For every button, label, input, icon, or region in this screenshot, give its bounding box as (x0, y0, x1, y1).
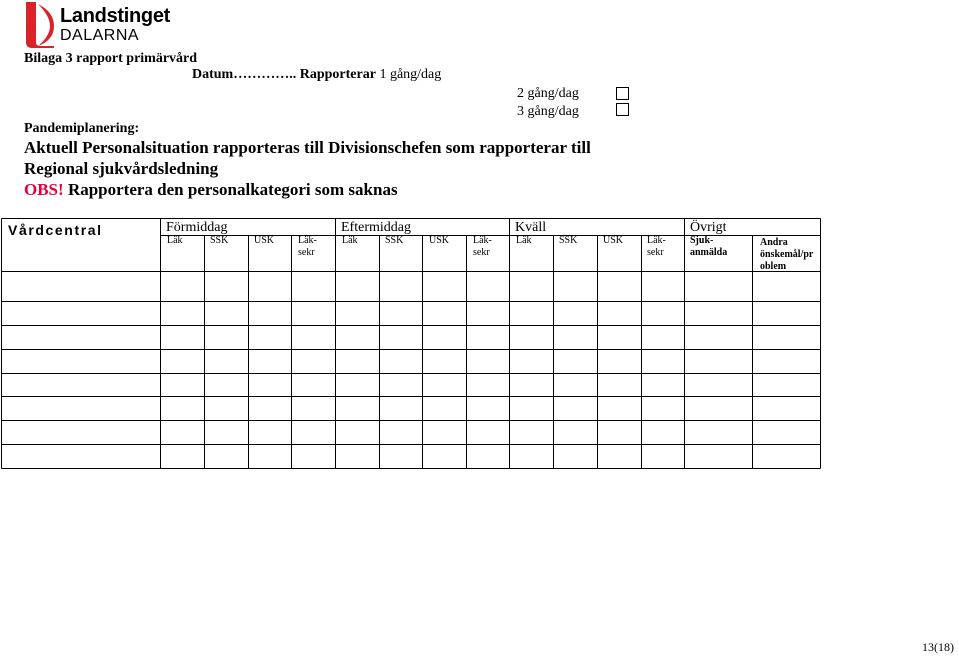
instruction-line-3 (24, 180, 398, 200)
date-label: Datum………….. (192, 67, 297, 82)
other-wishes-line2: önskemål/pr (760, 249, 814, 260)
instruction-line-2: Regional sjukvårdsledning (24, 159, 219, 178)
evening-usk: USK (603, 235, 624, 246)
evening-ssk: SSK (559, 235, 578, 246)
sick-reported (690, 235, 727, 259)
logo-name-line2: DALARNA (60, 27, 140, 44)
sick-reported-line1: Sjuk- (690, 235, 714, 246)
evening-lak: Läk (516, 235, 532, 246)
morning-laksekr (298, 235, 317, 259)
frequency-1: 1 gång/dag (379, 67, 442, 82)
attachment-title: Bilaga 3 rapport primärvård (24, 51, 198, 66)
morning-ssk: SSK (210, 235, 229, 246)
afternoon-header: Eftermiddag (341, 220, 411, 235)
morning-header: Förmiddag (166, 220, 228, 235)
other-wishes-line1: Andra (760, 237, 788, 248)
morning-laksekr-line1: Läk- (298, 235, 317, 246)
site-column-header: Vårdcentral (8, 222, 103, 238)
other-wishes-line3: oblem (760, 261, 787, 272)
logo-name-line1: Landstinget (60, 5, 171, 27)
pandemic-heading: Pandemiplanering: (24, 121, 140, 136)
date-line (192, 67, 441, 83)
frequency-2-checkbox[interactable] (616, 87, 629, 100)
afternoon-laksekr-line2: sekr (473, 247, 490, 258)
afternoon-ssk: SSK (385, 235, 404, 246)
other-header: Övrigt (690, 220, 727, 235)
obs-label: OBS! (24, 180, 64, 199)
afternoon-laksekr-line1: Läk- (473, 235, 492, 246)
evening-laksekr-line1: Läk- (647, 235, 666, 246)
other-wishes (760, 237, 813, 273)
page-number: 13(18) (922, 640, 954, 654)
afternoon-usk: USK (429, 235, 450, 246)
morning-usk: USK (254, 235, 275, 246)
reports-label: Rapporterar (299, 67, 376, 82)
afternoon-lak: Läk (342, 235, 358, 246)
morning-lak: Läk (167, 235, 183, 246)
evening-laksekr (647, 235, 666, 259)
morning-laksekr-line2: sekr (298, 247, 315, 258)
obs-text: Rapportera den personalkategori som saknas (67, 180, 398, 199)
frequency-3-checkbox[interactable] (616, 103, 629, 116)
frequency-2: 2 gång/dag (517, 86, 579, 101)
frequency-3: 3 gång/dag (517, 104, 579, 119)
evening-laksekr-line2: sekr (647, 247, 664, 258)
evening-header: Kväll (515, 220, 547, 235)
afternoon-laksekr (473, 235, 492, 259)
instruction-line-1: Aktuell Personalsituation rapporteras till Divisionschefen som rapporterar till (24, 138, 591, 157)
sick-reported-line2: anmälda (690, 247, 728, 258)
